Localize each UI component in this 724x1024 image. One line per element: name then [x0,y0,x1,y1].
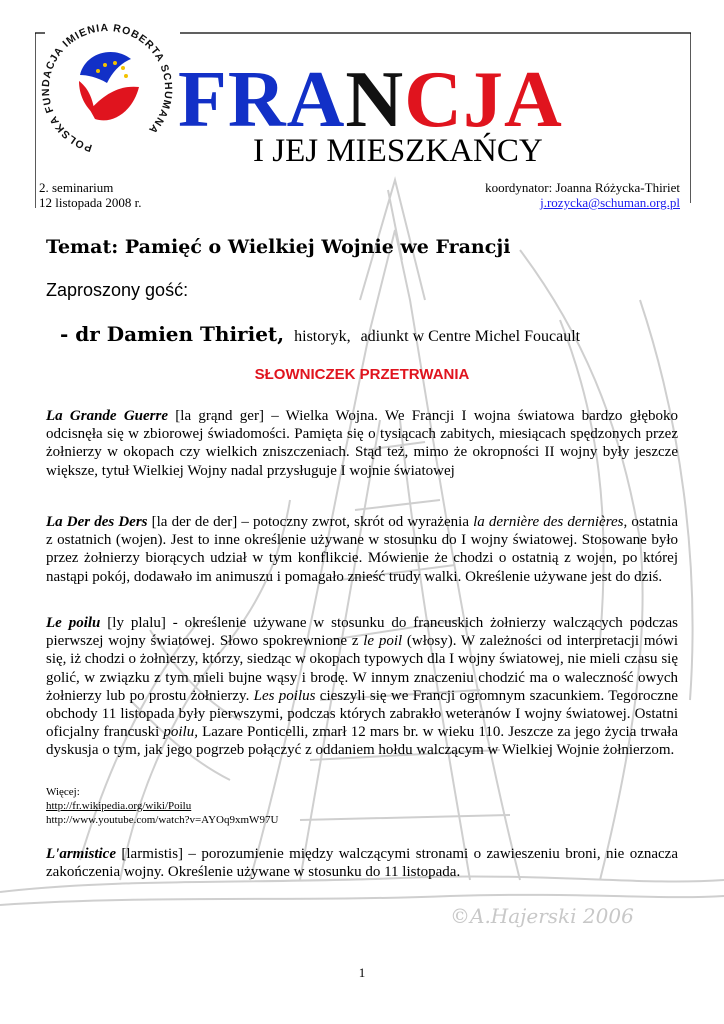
entry-term: La Der des Ders [46,514,148,530]
entry-text: [larmistis] – porozumienie między walczącymi stronami o zawieszeniu broni, nie oznacza zakończenia wojny. Określenie używane w stosunku do 11 listopada. [46,846,678,881]
glossary-heading: SŁOWNICZEK PRZETRWANIA [254,366,470,383]
guest-label: Zaproszony gość: [46,280,189,300]
artist-signature [440,895,670,935]
more-links [46,785,278,827]
entry-italic: le poil [363,633,403,650]
guest-name: - dr Damien Thiriet, [60,322,285,346]
coordinator-email-link[interactable]: j.rozycka@schuman.org.pl [540,195,680,210]
coordinator: koordynator: Joanna Różycka-Thiriet [485,180,680,195]
entry-text: cieszyli się we Francji ogromnym szacunkiem. Tegoroczne obchody 11 listopada były pierwszymi, podczas których zabrakło weteranów I wojny światowej. Ostatni oficjalny francuski [46,687,678,741]
guest-role: historyk, [294,328,351,345]
entry-text: , ostatnia z ostatnich (wojen). Jest to inne określenie używane w stosunku do I wojny światowej. Stosowane było przez żołnierzy biorących udział w tym konflikcie. Mówienie że chodzi o ostatnią z wojen, po której nastąpi pokój, dodawało im animuszu i pomagało znieść trudy walki. Określenie używane jest do dziś. [46,514,679,585]
seminar-date: 12 listopada 2008 r. [39,195,142,210]
entry-italic: Les poilus [253,687,316,704]
title-part-black: N [345,56,405,144]
more-label: Więcej: [46,786,80,798]
glossary-entry [46,513,678,586]
youtube-link[interactable]: http://www.youtube.com/watch?v=AYOq9xmW97U [46,814,279,826]
page-title [178,56,563,144]
glossary-entry [46,614,678,760]
entry-text: (włosy). W zależności od interpretacji mówi się, iż chodzi o żołnierzy, którzy, siedząc w okopach typowych dla I wojny światowej, nie mieli czasu się golić, w związku z tym mieli bujne wąsy i brodę. W innym znaczeniu chodzić ma o waleczność owych żołnierzy lub po prostu żołnierzy. [46,633,678,704]
entry-text: [la der de der] – potoczny zwrot, skrót od wyrażenia [147,514,474,530]
logo-circular-text: POLSKA FUNDACJA IMIENIA ROBERTA SCHUMANA [39,21,175,154]
entry-text: [ly plalu] - określenie używane w stosunku do francuskich żołnierzy walczących podczas pierwszej wojny światowej. Słowo spokrewnione z [46,615,679,650]
guest-affiliation: adiunkt w Centre Michel Foucault [360,328,581,345]
entry-term: La Grande Guerre [46,408,169,424]
guest-line [60,322,580,346]
seminar-number: 2. seminarium [39,180,114,195]
topic-heading: Temat: Pamięć o Wielkiej Wojnie we Francji [46,236,511,258]
title-part-red: CJA [404,56,563,144]
entry-term: L'armistice [46,846,116,862]
foundation-logo [35,15,180,160]
entry-term: Le poilu [46,615,101,631]
signature-text: ©A.Hajerski 2006 [450,904,634,928]
glossary-entry [46,407,678,480]
page-subtitle: I JEJ MIESZKAŃCY [253,133,543,169]
wikipedia-link[interactable]: http://fr.wikipedia.org/wiki/Poilu [46,800,192,812]
entry-text: Lazare Ponticelli, zmarł 12 mars br. w wieku 110. Jeszcze za jego życia trwała dyskusja o tym, jak jego pogrzeb połączyć z oddaniem hołdu walczącym w Wielkiej Wojnie żołnierzom. [46,724,678,759]
title-part-blue: FRA [178,56,346,144]
glossary-entry [46,845,678,881]
entry-italic: la dernière des dernières [473,514,624,530]
page-number: 1 [358,965,366,980]
entry-text: [la grąnd ger] – Wielka Wojna. We Francji I wojna światowa bardzo głęboko odcisnęła się w zbiorowej świadomości. Pamięta się o tysiącach zabitych, miesiącach spędzonych przez żołnierzy w okopach czy wielkich zniszczeniach. Stąd też, mimo że okropności II wojny były jeszcze większe, tytuł Wielkiej Wojny nadal przysługuje I wojnie światowej [46,408,679,479]
entry-italic: poilu, [163,724,198,741]
